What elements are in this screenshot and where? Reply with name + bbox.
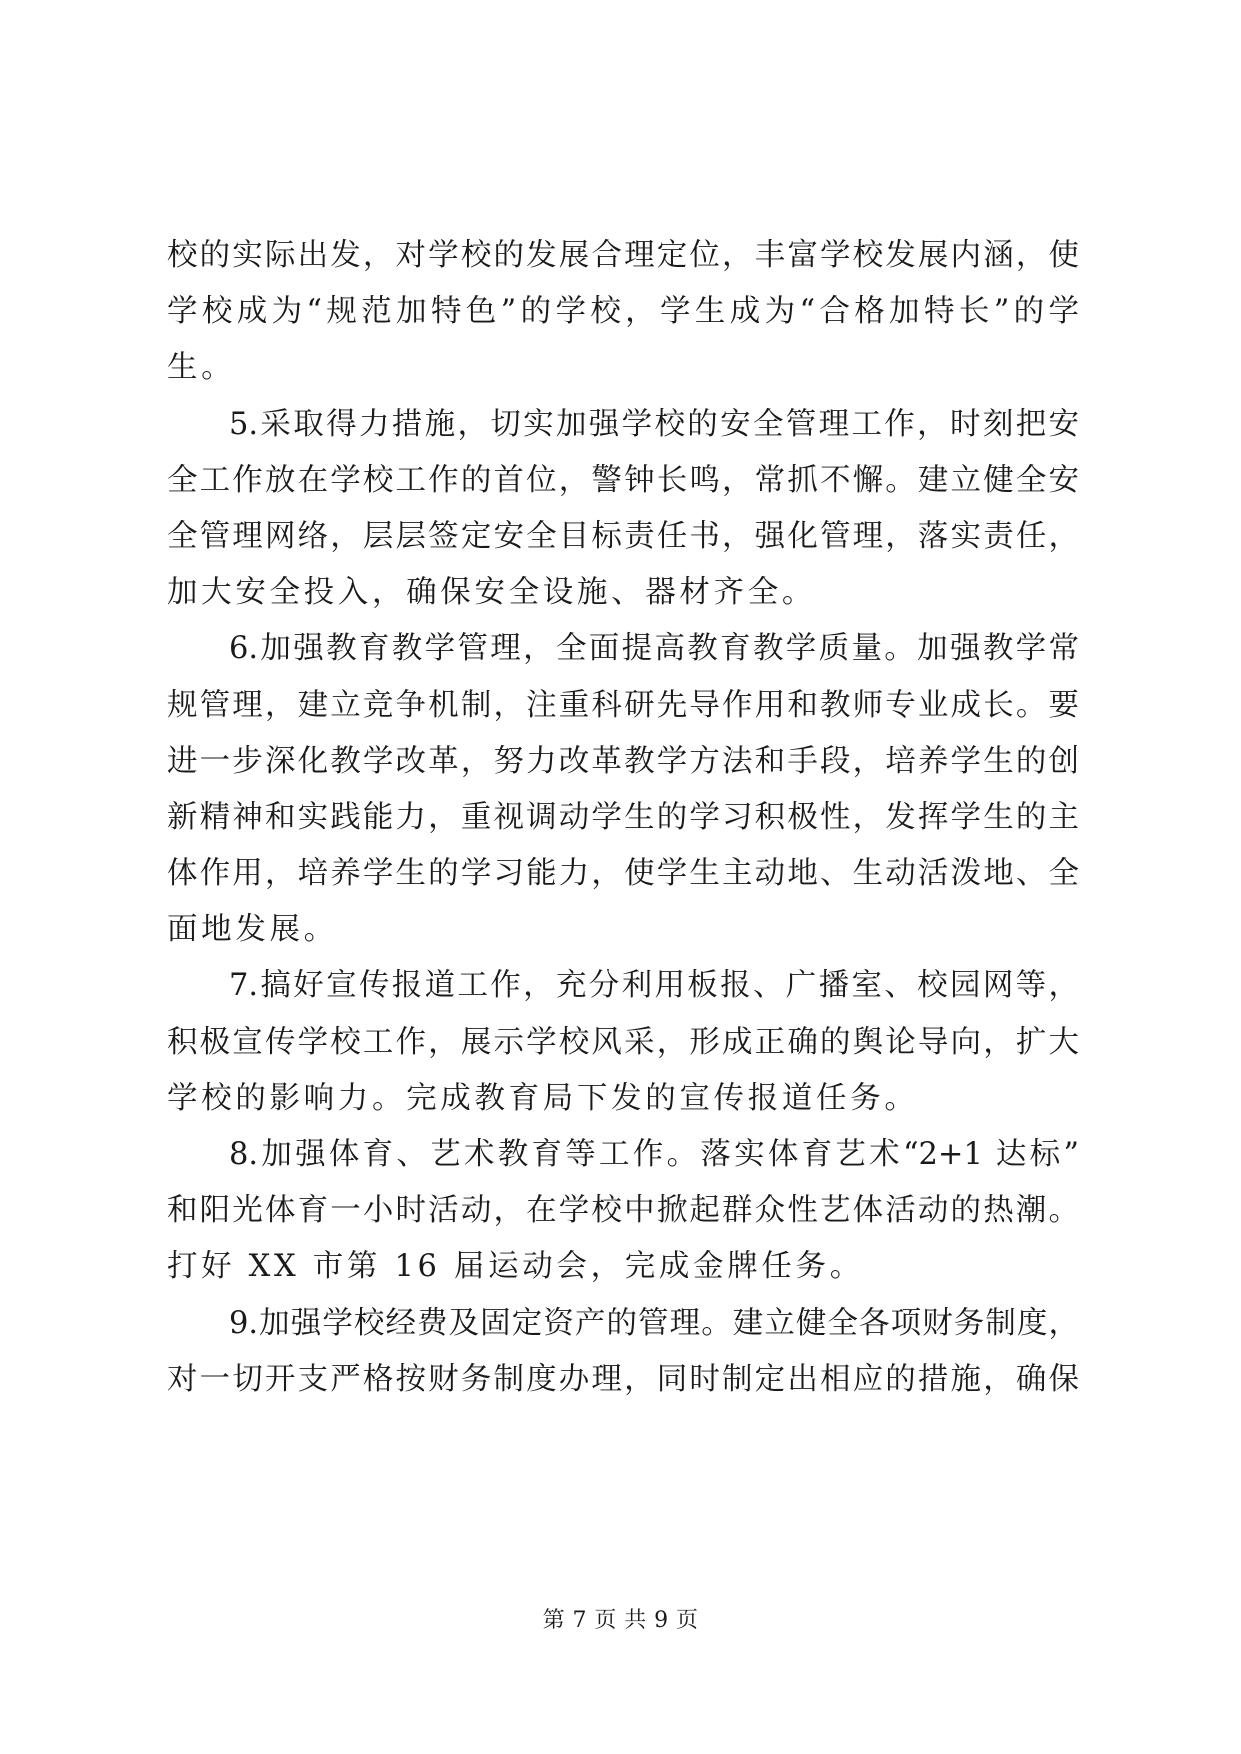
paragraph-7-start: 7.搞好宣传报道工作，充分利用板报、广播室、校园网等， <box>229 968 1079 1004</box>
text-line: 面地发展。 <box>167 912 338 948</box>
paragraph-5-start: 5.采取得力措施，切实加强学校的安全管理工作，时刻把安 <box>229 406 1079 442</box>
paragraph-6-start: 6.加强教育教学管理，全面提高教育教学质量。加强教学常 <box>229 631 1079 667</box>
paragraph-9-start: 9.加强学校经费及固定资产的管理。建立健全各项财务制度， <box>229 1305 1079 1341</box>
text-line: 打好 XX 市第 16 届运动会，完成金牌任务。 <box>167 1249 864 1285</box>
body-text <box>167 228 1079 1408</box>
text-line: 新精神和实践能力，重视调动学生的学习积极性，发挥学生的主 <box>167 799 1079 835</box>
page-number-footer: 第 7 页 共 9 页 <box>542 1608 699 1633</box>
text-line: 学校成为“规范加特色”的学校，学生成为“合格加特长”的学 <box>167 294 1079 330</box>
text-line: 进一步深化教学改革，努力改革教学方法和手段，培养学生的创 <box>167 743 1079 779</box>
text-line: 校的实际出发，对学校的发展合理定位，丰富学校发展内涵，使 <box>167 238 1079 273</box>
text-line: 加大安全投入，确保安全设施、器材齐全。 <box>167 575 817 611</box>
text-line: 体作用，培养学生的学习能力，使学生主动地、生动活泼地、全 <box>167 856 1079 892</box>
paragraph-8-start: 8.加强体育、艺术教育等工作。落实体育艺术“2+1 达标” <box>229 1137 1079 1172</box>
text-line: 全管理网络，层层签定安全目标责任书，强化管理，落实责任， <box>167 518 1079 554</box>
text-line: 规管理，建立竞争机制，注重科研先导作用和教师专业成长。要 <box>167 687 1079 723</box>
text-line: 生。 <box>167 350 236 386</box>
text-line: 和阳光体育一小时活动，在学校中掀起群众性艺体活动的热潮。 <box>167 1193 1079 1229</box>
text-line: 积极宣传学校工作，展示学校风采，形成正确的舆论导向，扩大 <box>167 1024 1079 1060</box>
text-line: 全工作放在学校工作的首位，警钟长鸣，常抓不懈。建立健全安 <box>167 462 1079 498</box>
text-line: 学校的影响力。完成教育局下发的宣传报道任务。 <box>167 1080 919 1116</box>
text-line: 对一切开支严格按财务制度办理，同时制定出相应的措施，确保 <box>167 1361 1079 1397</box>
